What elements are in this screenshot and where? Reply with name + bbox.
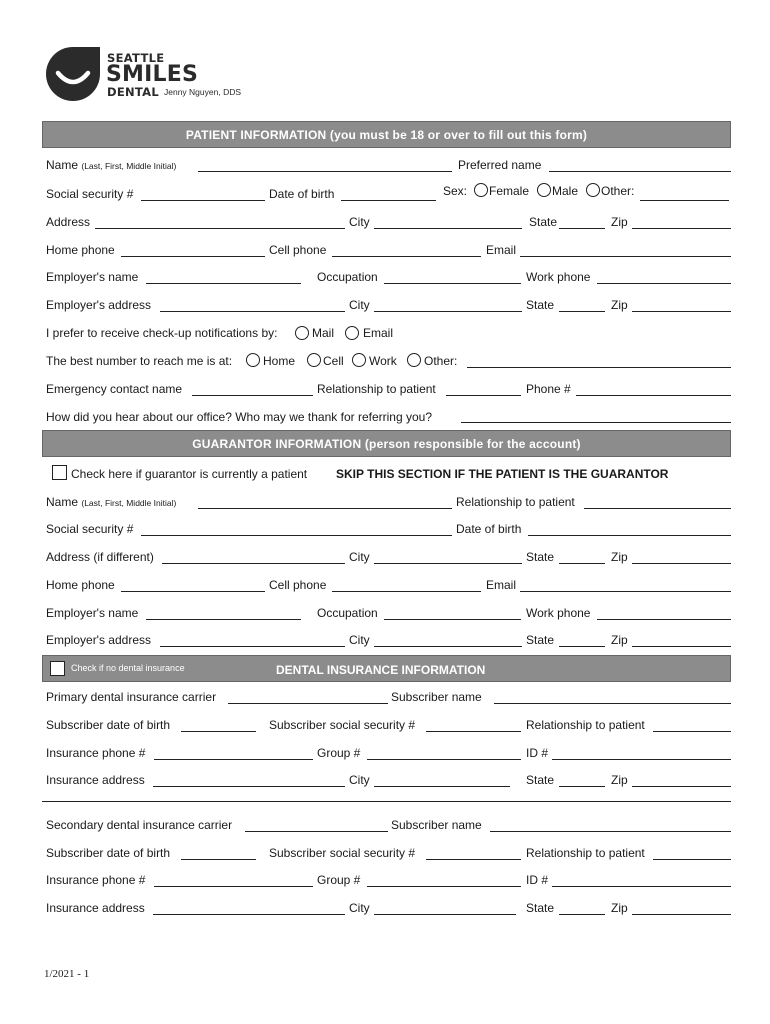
guarantor-employer-address-field[interactable] xyxy=(160,646,345,647)
patient-city-label: City xyxy=(349,215,370,229)
guarantor-state-label: State xyxy=(526,550,555,564)
primary-subscriber-dob-field[interactable] xyxy=(181,731,256,732)
referral-field[interactable] xyxy=(461,422,731,423)
patient-state-field[interactable] xyxy=(559,228,605,229)
logo-seattle: SEATTLE xyxy=(107,51,165,65)
patient-name-label: Name (Last, First, Middle Initial) xyxy=(46,158,177,172)
sex-other-field[interactable] xyxy=(640,200,729,201)
primary-subscriber-ssn-field[interactable] xyxy=(426,731,521,732)
cell-phone-label: Cell phone xyxy=(269,243,327,257)
secondary-ins-address-label: Insurance address xyxy=(46,901,145,915)
secondary-id-field[interactable] xyxy=(552,886,731,887)
insurance-header-title: DENTAL INSURANCE INFORMATION xyxy=(276,663,486,677)
guarantor-ssn-label: Social security # xyxy=(46,522,134,536)
guarantor-address-field[interactable] xyxy=(162,563,345,564)
guarantor-name-label: Name (Last, First, Middle Initial) xyxy=(46,495,177,509)
guarantor-employer-name-label: Employer's name xyxy=(46,606,139,620)
employer-state-field[interactable] xyxy=(559,311,605,312)
best-home-radio[interactable] xyxy=(246,353,260,367)
guarantor-email-label: Email xyxy=(486,578,517,592)
smile-logo-icon xyxy=(44,45,102,103)
emergency-phone-label: Phone # xyxy=(526,382,571,396)
sex-label: Sex: xyxy=(443,184,468,198)
guarantor-address-label: Address (if different) xyxy=(46,550,154,564)
patient-dob-field[interactable] xyxy=(341,200,436,201)
best-work-radio[interactable] xyxy=(352,353,366,367)
primary-ins-phone-label: Insurance phone # xyxy=(46,746,146,760)
best-home-label: Home xyxy=(263,354,296,368)
secondary-group-label: Group # xyxy=(317,873,361,887)
primary-relationship-label: Relationship to patient xyxy=(526,718,645,732)
patient-header-title: PATIENT INFORMATION (you must be 18 or over to fill out this form) xyxy=(185,128,588,142)
logo-smiles: SMILES xyxy=(106,62,199,87)
guarantor-relationship-label: Relationship to patient xyxy=(456,495,575,509)
primary-ins-address-field[interactable] xyxy=(153,786,345,787)
secondary-subscriber-ssn-label: Subscriber social security # xyxy=(269,846,416,860)
emergency-relationship-field[interactable] xyxy=(446,395,521,396)
primary-carrier-field[interactable] xyxy=(228,703,388,704)
primary-subscriber-name-label: Subscriber name xyxy=(391,690,482,704)
employer-city-field[interactable] xyxy=(374,311,522,312)
guarantor-email-field[interactable] xyxy=(520,591,731,592)
logo-dental: DENTAL xyxy=(107,85,160,99)
guarantor-employer-name-field[interactable] xyxy=(146,619,301,620)
best-work-label: Work xyxy=(369,354,397,368)
page-footer: 1/2021 - 1 xyxy=(44,968,90,980)
secondary-subscriber-dob-field[interactable] xyxy=(181,859,256,860)
guarantor-cell-phone-field[interactable] xyxy=(332,591,481,592)
insurance-section-header xyxy=(42,655,731,682)
patient-address-label: Address xyxy=(46,215,91,229)
guarantor-ssn-field[interactable] xyxy=(141,535,452,536)
guarantor-home-phone-label: Home phone xyxy=(46,578,115,592)
skip-section-note: SKIP THIS SECTION IF THE PATIENT IS THE GUARANTOR xyxy=(336,467,669,481)
guarantor-employer-zip-label: Zip xyxy=(611,633,628,647)
guarantor-work-phone-field[interactable] xyxy=(597,619,731,620)
secondary-city-field[interactable] xyxy=(374,914,516,915)
best-cell-label: Cell xyxy=(323,354,344,368)
preferred-name-label: Preferred name xyxy=(458,158,542,172)
sex-other-radio[interactable] xyxy=(586,183,600,197)
employer-name-label: Employer's name xyxy=(46,270,139,284)
patient-dob-label: Date of birth xyxy=(269,187,335,201)
employer-address-label: Employer's address xyxy=(46,298,151,312)
employer-state-label: State xyxy=(526,298,555,312)
best-cell-radio[interactable] xyxy=(307,353,321,367)
guarantor-employer-zip-field[interactable] xyxy=(632,646,731,647)
patient-zip-field[interactable] xyxy=(632,228,731,229)
secondary-relationship-label: Relationship to patient xyxy=(526,846,645,860)
patient-name-field[interactable] xyxy=(198,171,452,172)
primary-subscriber-dob-label: Subscriber date of birth xyxy=(46,718,171,732)
work-phone-field[interactable] xyxy=(597,283,731,284)
secondary-subscriber-name-field[interactable] xyxy=(490,831,731,832)
primary-zip-label: Zip xyxy=(611,773,628,787)
patient-city-field[interactable] xyxy=(374,228,522,229)
occupation-label: Occupation xyxy=(317,270,378,284)
guarantor-name-field[interactable] xyxy=(198,508,452,509)
primary-id-field[interactable] xyxy=(552,759,731,760)
sex-female-radio[interactable] xyxy=(474,183,488,197)
primary-state-field[interactable] xyxy=(559,786,605,787)
sex-male-radio[interactable] xyxy=(537,183,551,197)
no-insurance-label: Check if no dental insurance xyxy=(71,663,185,673)
secondary-subscriber-dob-label: Subscriber date of birth xyxy=(46,846,171,860)
emergency-label: Emergency contact name xyxy=(46,382,183,396)
secondary-state-field[interactable] xyxy=(559,914,605,915)
logo xyxy=(44,45,264,105)
email-label: Email xyxy=(486,243,517,257)
primary-city-field[interactable] xyxy=(374,786,510,787)
guarantor-relationship-field[interactable] xyxy=(584,508,731,509)
employer-zip-label: Zip xyxy=(611,298,628,312)
secondary-subscriber-name-label: Subscriber name xyxy=(391,818,482,832)
best-other-radio[interactable] xyxy=(407,353,421,367)
guarantor-dob-label: Date of birth xyxy=(456,522,522,536)
primary-zip-field[interactable] xyxy=(632,786,731,787)
occupation-field[interactable] xyxy=(384,283,521,284)
best-other-field[interactable] xyxy=(467,367,731,368)
primary-carrier-label: Primary dental insurance carrier xyxy=(46,690,217,704)
primary-group-label: Group # xyxy=(317,746,361,760)
emergency-relationship-label: Relationship to patient xyxy=(317,382,436,396)
notify-label: I prefer to receive check-up notifications by: xyxy=(46,326,278,340)
preferred-name-field[interactable] xyxy=(549,171,731,172)
employer-address-field[interactable] xyxy=(160,311,345,312)
work-phone-label: Work phone xyxy=(526,270,591,284)
guarantor-occupation-label: Occupation xyxy=(317,606,378,620)
sex-female-label: Female xyxy=(489,184,530,198)
patient-state-label: State xyxy=(529,215,558,229)
employer-name-field[interactable] xyxy=(146,283,301,284)
secondary-subscriber-ssn-field[interactable] xyxy=(426,859,521,860)
guarantor-header-title: GUARANTOR INFORMATION (person responsible for the account) xyxy=(192,437,581,451)
secondary-ins-phone-field[interactable] xyxy=(154,886,313,887)
notify-mail-radio[interactable] xyxy=(295,326,309,340)
guarantor-cell-phone-label: Cell phone xyxy=(269,578,327,592)
secondary-state-label: State xyxy=(526,901,555,915)
patient-ssn-label: Social security # xyxy=(46,187,134,201)
primary-id-label: ID # xyxy=(526,746,549,760)
guarantor-city-field[interactable] xyxy=(374,563,522,564)
guarantor-employer-city-label: City xyxy=(349,633,370,647)
secondary-zip-field[interactable] xyxy=(632,914,731,915)
guarantor-section-header xyxy=(42,430,731,457)
primary-ins-phone-field[interactable] xyxy=(154,759,313,760)
sex-male-label: Male xyxy=(552,184,579,198)
primary-subscriber-name-field[interactable] xyxy=(494,703,731,704)
primary-group-field[interactable] xyxy=(367,759,521,760)
referral-label: How did you hear about our office? Who may we thank for referring you? xyxy=(46,410,432,424)
guarantor-patient-checkbox[interactable] xyxy=(52,465,67,480)
primary-state-label: State xyxy=(526,773,555,787)
guarantor-employer-city-field[interactable] xyxy=(374,646,522,647)
secondary-carrier-label: Secondary dental insurance carrier xyxy=(46,818,233,832)
sex-other-label: Other: xyxy=(601,184,635,198)
guarantor-employer-state-label: State xyxy=(526,633,555,647)
secondary-group-field[interactable] xyxy=(367,886,521,887)
secondary-zip-label: Zip xyxy=(611,901,628,915)
guarantor-dob-field[interactable] xyxy=(528,535,731,536)
emergency-phone-field[interactable] xyxy=(576,395,731,396)
guarantor-zip-field[interactable] xyxy=(632,563,731,564)
guarantor-home-phone-field[interactable] xyxy=(121,591,265,592)
guarantor-employer-state-field[interactable] xyxy=(559,646,605,647)
primary-city-label: City xyxy=(349,773,370,787)
doctor-name: Jenny Nguyen, DDS xyxy=(164,87,242,97)
home-phone-field[interactable] xyxy=(121,256,265,257)
primary-ins-address-label: Insurance address xyxy=(46,773,145,787)
best-number-label: The best number to reach me is at: xyxy=(46,354,233,368)
primary-subscriber-ssn-label: Subscriber social security # xyxy=(269,718,416,732)
guarantor-city-label: City xyxy=(349,550,370,564)
notify-email-radio[interactable] xyxy=(345,326,359,340)
patient-zip-label: Zip xyxy=(611,215,628,229)
patient-address-field[interactable] xyxy=(95,228,345,229)
employer-city-label: City xyxy=(349,298,370,312)
emergency-field[interactable] xyxy=(192,395,313,396)
email-field[interactable] xyxy=(520,256,731,257)
patient-ssn-field[interactable] xyxy=(141,200,265,201)
no-insurance-checkbox[interactable] xyxy=(50,661,65,676)
cell-phone-field[interactable] xyxy=(332,256,481,257)
best-other-label: Other: xyxy=(424,354,458,368)
secondary-city-label: City xyxy=(349,901,370,915)
guarantor-work-phone-label: Work phone xyxy=(526,606,591,620)
guarantor-state-field[interactable] xyxy=(559,563,605,564)
home-phone-label: Home phone xyxy=(46,243,115,257)
guarantor-occupation-field[interactable] xyxy=(384,619,521,620)
guarantor-zip-label: Zip xyxy=(611,550,628,564)
employer-zip-field[interactable] xyxy=(632,311,731,312)
insurance-divider xyxy=(42,801,731,802)
secondary-carrier-field[interactable] xyxy=(245,831,388,832)
notify-mail-label: Mail xyxy=(312,326,335,340)
guarantor-patient-label: Check here if guarantor is currently a patient xyxy=(71,467,308,481)
secondary-ins-address-field[interactable] xyxy=(153,914,345,915)
guarantor-employer-address-label: Employer's address xyxy=(46,633,151,647)
notify-email-label: Email xyxy=(363,326,394,340)
secondary-ins-phone-label: Insurance phone # xyxy=(46,873,146,887)
patient-section-header xyxy=(42,121,731,148)
secondary-id-label: ID # xyxy=(526,873,549,887)
secondary-relationship-field[interactable] xyxy=(653,859,731,860)
primary-relationship-field[interactable] xyxy=(653,731,731,732)
